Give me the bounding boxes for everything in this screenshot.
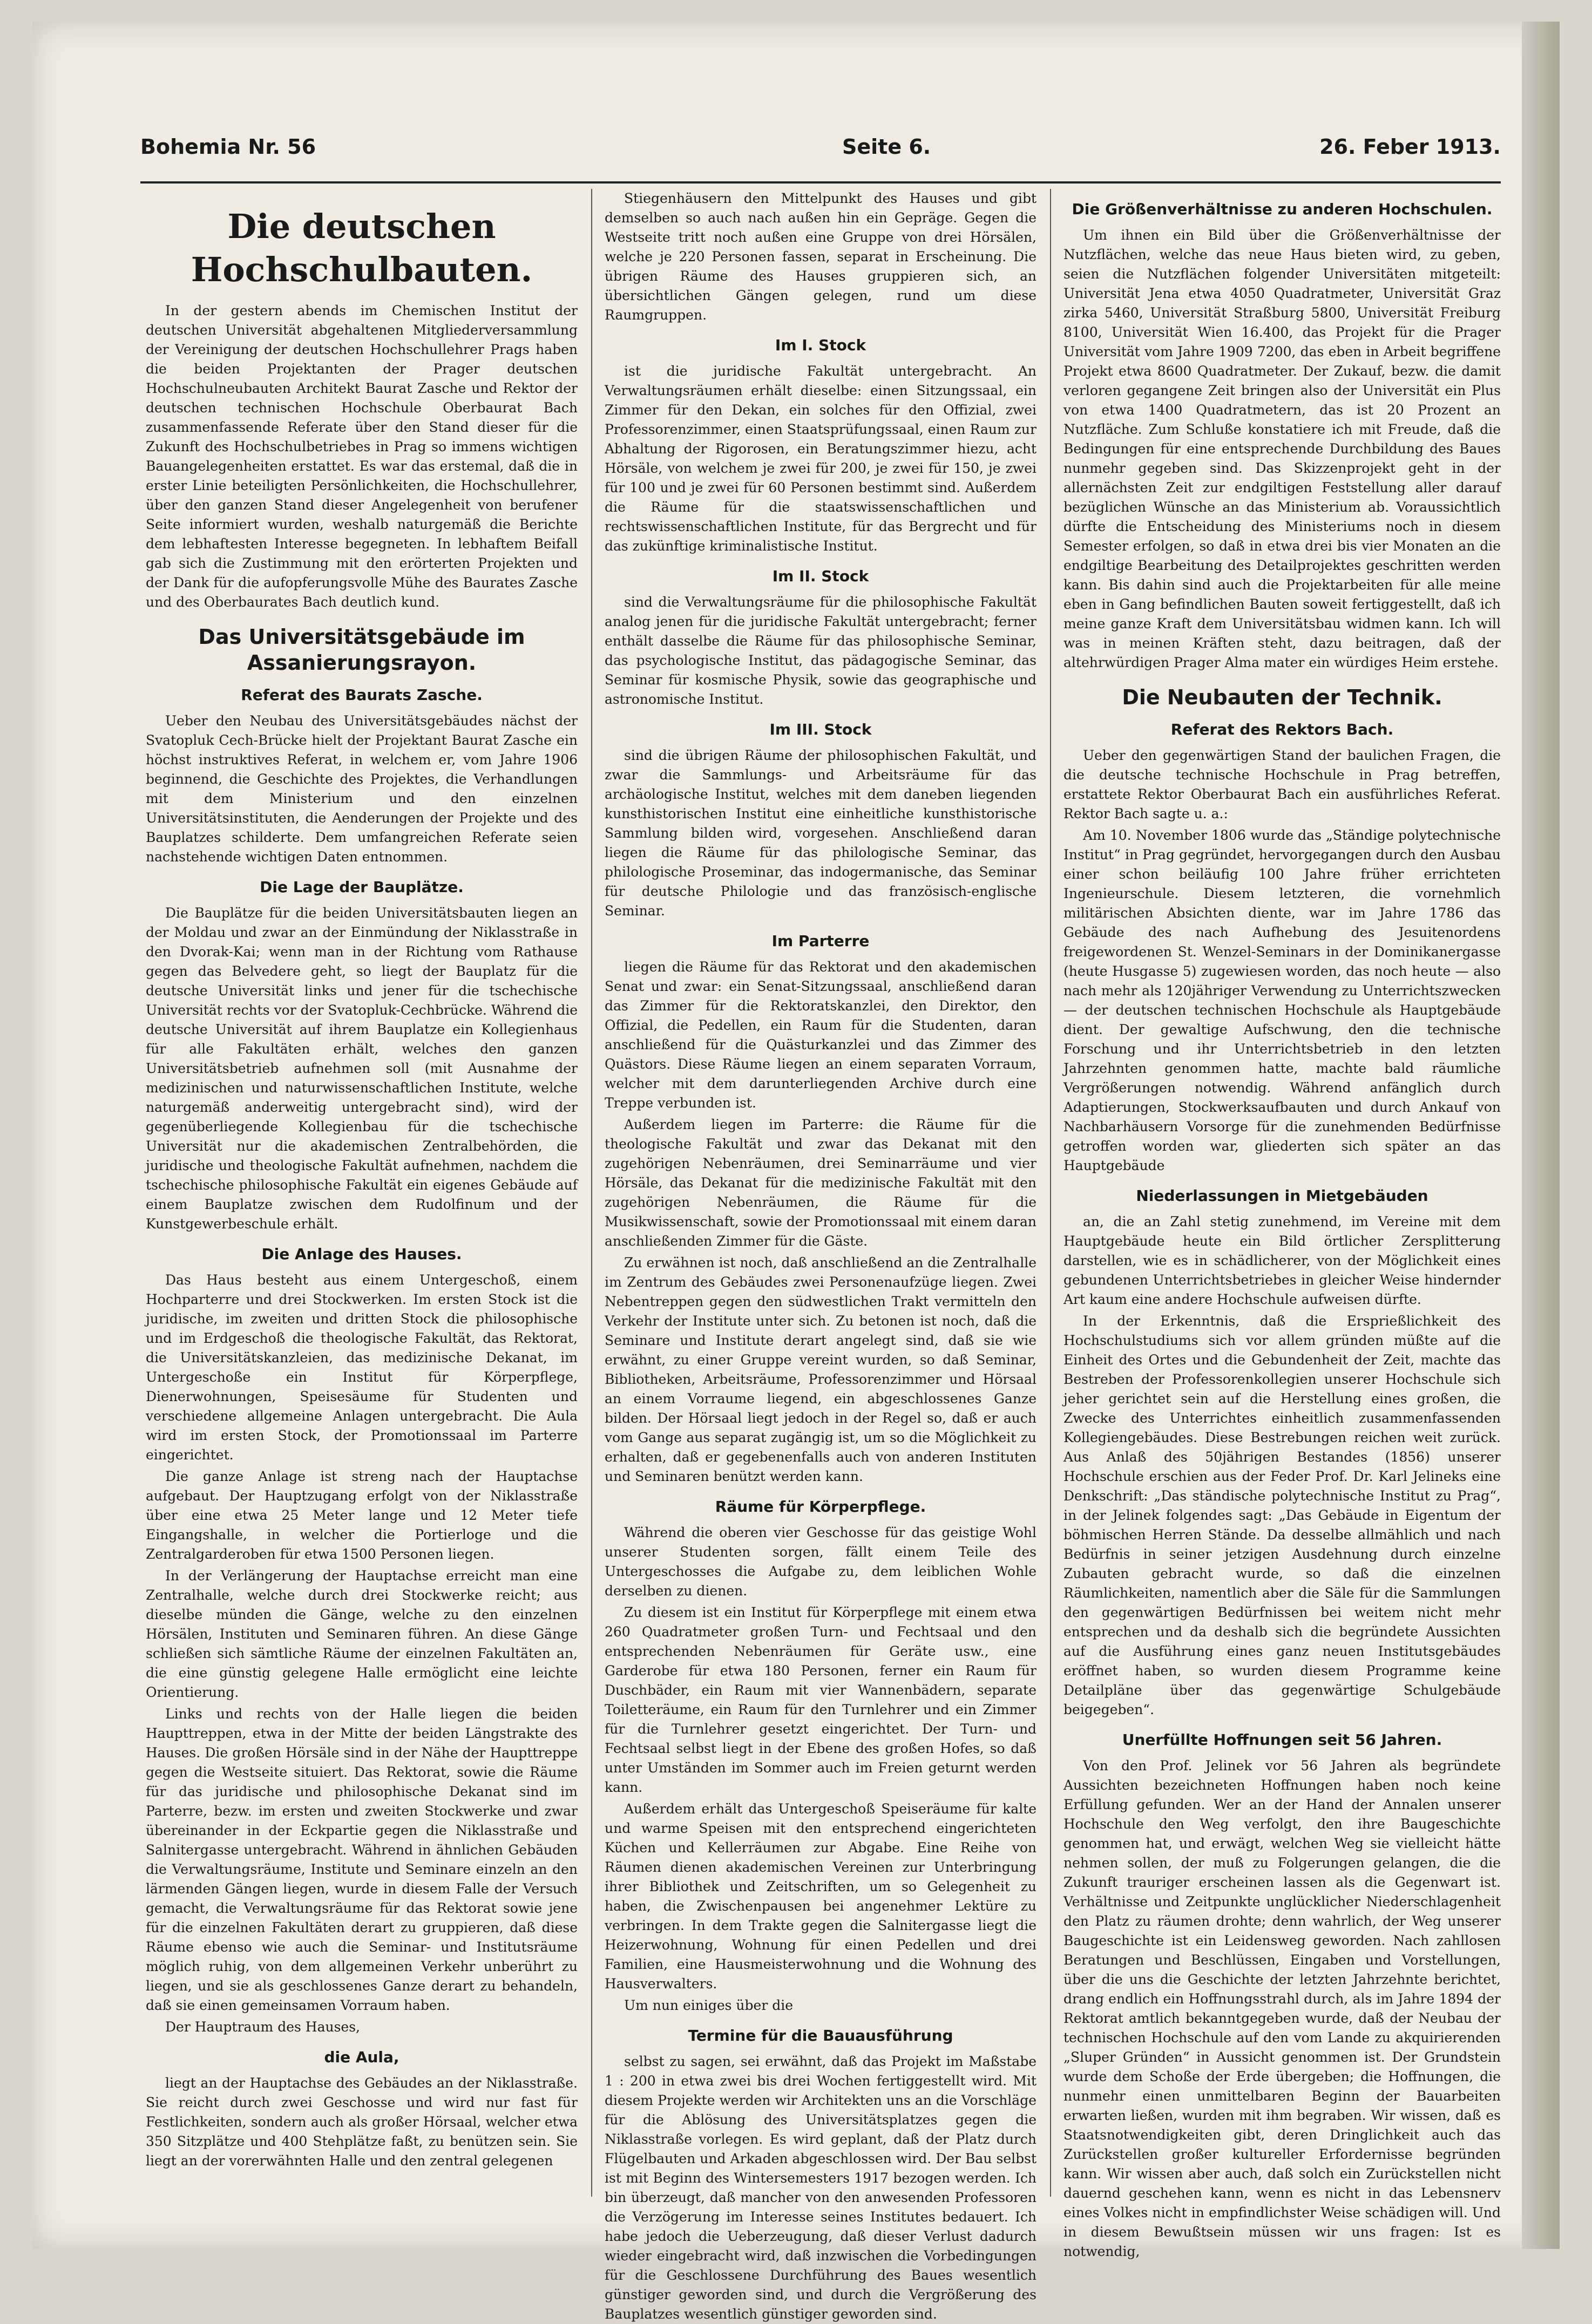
paragraph: Ueber den gegenwärtigen Stand der baulichen Fragen, die die deutsche technische Hochschule in Prag betreffen, erstattete Rektor Oberbaurat Bach ein ausführliches Referat. Rektor Bach sagte u. a.: xyxy=(1063,748,1501,821)
paragraph: Um nun einiges über die xyxy=(624,1997,794,2013)
paragraph: Am 10. November 1806 wurde das „Ständige polytechnische Institut“ in Prag gegründet, hervorgegangen durch den Ausbau einer schon beiläufig 100 Jahre früher errichteten Ingenieurschule. Diesem letzteren, die vornehmlich militärischen Absichten diente, war im Jahre 1786 das Gebäude des nach Aufhebung des Jesuitenordens freigewordenen St. Wenzel-Seminars in der Dominikanergasse (heute Husgasse 5) zugewiesen worden, das noch heute — also nach mehr als 120jähriger Verwendung zu Unterrichtszwecken — der deutschen technischen Hochschule als Hauptgebäude dient. Der gewaltige Aufschwung, den die technische Forschung und ihr Unterrichtsbetrieb in den letzten Jahrzehnten genommen hatte, machte bald räumliche Vergrößerungen notwendig. Während anfänglich durch Adaptierungen, Stockwerksaufbauten und durch Ankauf von Nachbarhäusern Vorsorge für die zunehmenden Bedürfnisse getroffen worden war, gliederten sich später an das Hauptgebäude xyxy=(1063,827,1501,1173)
section-subheading: Im III. Stock xyxy=(769,721,872,738)
header-date: 26. Feber 1913. xyxy=(1319,135,1501,159)
section-subheading: Termine für die Bauausführung xyxy=(688,2027,953,2044)
paragraph: Während die oberen vier Geschosse für das geistige Wohl unserer Studenten sorgen, fällt einem Teile des Untergeschosses die Aufgabe zu, dem leiblichen Wohle derselben zu dienen. xyxy=(605,1525,1037,1599)
page-header xyxy=(140,124,1501,167)
paragraph: sind die übrigen Räume der philosophischen Fakultät, und zwar die Sammlungs- und Arbeitsräume für das archäologische Institut, welches mit dem daneben liegenden kunsthistorischen Institut eine einheitliche kunsthistorische Sammlung bilden wird, vorgesehen. Anschließend daran liegen die Räume für das philologische Seminar, das philologische Proseminar, das indogermanische, das Seminar für deutsche Philologie und das französisch-englische Seminar. xyxy=(605,748,1037,919)
paragraph: Der Hauptraum des Hauses, xyxy=(165,2019,360,2035)
paragraph: Ueber den Neubau des Universitätsgebäudes nächst der Svatopluk Cech-Brücke hielt der Projektant Baurat Zasche ein höchst instruktives Referat, in welchem er, vom Jahre 1906 beginnend, die Geschichte des Projektes, die Verhandlungen mit dem Ministerium und den einzelnen Universitätsinstituten, die Aenderungen der Projekte und des Bauplatzes schilderte. Dem umfangreichen Referate seien nachstehende wichtigen Daten entnommen. xyxy=(146,713,578,865)
section-subheading: Niederlassungen in Mietgebäuden xyxy=(1136,1187,1428,1205)
header-publication: Bohemia Nr. 56 xyxy=(140,135,316,159)
section-subheading: die Aula, xyxy=(324,2048,399,2066)
article-intro: In der gestern abends im Chemischen Institut der deutschen Universität abgehaltenen Mitgliederversammlung der Vereinigung der deutschen Hochschullehrer Prags haben die beiden Projektanten der Prager deutschen Hochschulneubauten Architekt Baurat Zasche und Rektor der deutschen technischen Hochschule Oberbaurat Bach zusammenfassende Referate über den Stand dieser für die Zukunft des Hochschulbetriebes in Prag so immens wichtigen Bauangelegenheiten erstattet. Es war das erstemal, daß die in erster Linie beteiligten Persönlichkeiten, die Hochschullehrer, über den ganzen Stand dieser Angelegenheit von berufener Seite informiert wurden, weshalb naturgemäß die Berichte dem lebhaftesten Interesse begegneten. In lebhaftem Beifall gab sich die Zustimmung mit den erörterten Projekten und der Dank für die aufopferungsvolle Mühe des Baurates Zasche und des Oberbaurates Bach deutlich kund. xyxy=(146,303,578,610)
page-edge-shadow xyxy=(1522,22,1560,2249)
paragraph: Die ganze Anlage ist streng nach der Hauptachse aufgebaut. Der Hauptzugang erfolgt von der Niklasstraße über eine etwa 25 Meter lange und 12 Meter tiefe Eingangshalle, in welcher die Portierloge und die Zentralgarderoben für etwa 1500 Personen liegen. xyxy=(146,1469,578,1562)
column-divider xyxy=(591,189,592,2197)
paragraph: sind die Verwaltungsräume für die philosophische Fakultät analog jenen für die juridische Fakultät untergebracht; ferner enthält dasselbe die Räume für das philosophische Seminar, das psychologische Institut, das pädagogische Seminar, das Seminar für kosmische Physik, sowie das geographische und astronomische Institut. xyxy=(605,594,1037,707)
paragraph: Zu erwähnen ist noch, daß anschließend an die Zentralhalle im Zentrum des Gebäudes zwei Personenaufzüge liegen. Zwei Nebentreppen gegen den südwestlichen Trakt vermitteln den Verkehr der Institute unter sich. Zu betonen ist noch, daß die Seminare und Institute derart angelegt sind, daß sie wie erwähnt, zu einer Gruppe vereint wurden, so daß Seminar, Bibliotheken, Arbeitsräume, Professorenzimmer und Hörsaal an einem Vorraume liegend, ein abgeschlossenes Ganze bilden. Der Hörsaal liegt jedoch in der Regel so, daß er auch vom Gange aus separat zugängig ist, um so die Möglichkeit zu erhalten, daß er gegebenenfalls auch von anderen Instituten und Seminaren benützt werden kann. xyxy=(605,1255,1037,1484)
section-subheading: Im Parterre xyxy=(771,932,870,950)
section-subheading: Unerfüllte Hoffnungen seit 56 Jahren. xyxy=(1122,1731,1442,1749)
section-subheading: Räume für Körperpflege. xyxy=(715,1498,926,1516)
paragraph: liegt an der Hauptachse des Gebäudes an der Niklasstraße. Sie reicht durch zwei Geschosse und wird nur fast für Festlichkeiten, sondern auch als großer Hörsaal, welcher etwa 350 Sitzplätze und 400 Stehplätze faßt, zu benützen sein. Sie liegt an der vorerwähnten Halle und den zentral gelegenen xyxy=(146,2075,578,2169)
paragraph: Zu diesem ist ein Institut für Körperpflege mit einem etwa 260 Quadratmeter großen Turn- und Fechtsaal und den entsprechenden Nebenräumen für Geräte usw., eine Garderobe für etwa 180 Personen, ferner ein Raum für Duschbäder, ein Raum mit vier Wannenbädern, separate Toiletteräume, ein Raum für den Turnlehrer und ein Zimmer für die Turnlehrer gesetzt eingerichtet. Der Turn- und Fechtsaal selbst liegt in der Ebene des großen Hofes, so daß unter Umständen im Sommer auch im Freien geturnt werden kann. xyxy=(605,1605,1037,1795)
article-title: Die deutschen Hochschulbauten. xyxy=(191,207,533,289)
section-subheading: Die Größenverhältnisse zu anderen Hochschulen. xyxy=(1072,200,1493,218)
newspaper-page xyxy=(32,22,1560,2322)
section-subheading: Im II. Stock xyxy=(772,567,869,585)
paragraph: Stiegenhäusern den Mittelpunkt des Hauses und gibt demselben so auch nach außen hin ein Gepräge. Gegen die Westseite tritt noch außen eine Gruppe von drei Hörsälen, welche je 220 Personen fassen, separat in Erscheinung. Die übrigen Räume des Hauses gruppieren sich, an übersichtlichen Gängen gelegen, rund um diese Raumgruppen. xyxy=(605,191,1037,323)
paragraph: ist die juridische Fakultät untergebracht. An Verwaltungsräumen erhält dieselbe: einen Sitzungssaal, ein Zimmer für den Dekan, ein solches für den Offizial, zwei Professorenzimmer, einen Staatsprüfungssaal, einen Raum zur Abhaltung der Rigorosen, ein Beratungszimmer hiezu, acht Hörsäle, von welchem je zwei für 200, je zwei für 150, je zwei für 100 und je zwei für 60 Personen bestimmt sind. Außerdem die Räume für die staatswissenschaftlichen und rechtswissenschaftlichen Institute, für das Bergrecht und für das zukünftige kriminalistische Institut. xyxy=(605,363,1037,554)
paragraph: In der Erkenntnis, daß die Ersprießlichkeit des Hochschulstudiums sich vor allem gründen müßte auf die Einheit des Ortes und die Gebundenheit der Zeit, machte das Bestreben der Professorenkollegien unserer Hochschule sich jeher gerichtet sein auf die Herstellung eines großen, die Zwecke des Unterrichtes einheitlich zusammenfassenden Kollegiengebäudes. Diese Bestrebungen reichen weit zurück. Aus Anlaß des 50jährigen Bestandes (1856) unserer Hochschule erschien aus der Feder Prof. Dr. Karl Jelineks eine Denkschrift: „Das ständische polytechnische Institut zu Prag“, in der Jelinek folgendes sagt: „Das Gebäude in Eigentum der böhmischen Herren Stände. Da desselbe allmählich und nach Bedürfnis in seiner jetzigen Ausdehnung durch einzelne Zubauten gebracht wurde, so daß die einzelnen Räumlichkeiten, namentlich aber die Säle für die Sammlungen den gegenwärtigen Bedürfnissen bei weitem nicht mehr entsprechen und da deshalb sich die begründete Aussichten auf die Ausführung eines ganz neuen Institutsgebäudes eröffnet haben, so wurden diesem Programme keine Detailpläne über das gegenwärtige Schulgebäude beigegeben“. xyxy=(1063,1313,1501,1717)
section-heading: Das Universitätsgebäude im Assanierungsrayon. xyxy=(198,625,525,675)
header-rule xyxy=(140,181,1501,184)
section-subheading: Die Anlage des Hauses. xyxy=(261,1245,462,1263)
column-2 xyxy=(605,189,1037,2322)
section-subheading: Die Lage der Bauplätze. xyxy=(260,878,464,896)
paragraph: Außerdem liegen im Parterre: die Räume für die theologische Fakultät und zwar das Dekanat mit den zugehörigen Nebenräumen, drei Seminarräume und vier Hörsäle, das Dekanat für die medizinische Fakultät mit den zugehörigen Nebenräumen, die Räume für die Musikwissenschaft, sowie der Promotionssaal mit einem daran anschließenden Zimmer für die Gäste. xyxy=(605,1117,1037,1249)
column-1 xyxy=(146,189,578,2197)
paragraph: an, die an Zahl stetig zunehmend, im Vereine mit dem Hauptgebäude heute ein Bild örtlicher Zersplitterung darstellen, wie es in schädlicherer, von der Möglichkeit eines gebundenen Unterrichtsbetriebes in gleicher Weise hindernder Art kaum eine andere Hochschule aufweisen dürfte. xyxy=(1063,1214,1501,1307)
paragraph: Um ihnen ein Bild über die Größenverhältnisse der Nutzflächen, welche das neue Haus bieten wird, zu geben, seien die Nutzflächen folgender Universitäten mitgeteilt: Universität Jena etwa 4050 Quadratmeter, Universität Graz zirka 5460, Universität Straßburg 5800, Universität Freiburg 8100, Universität Wien 16.400, das Projekt für die Prager Universität vom Jahre 1909 7200, das eben in Arbeit begriffene Projekt etwa 8600 Quadratmeter. Der Zukauf, bezw. die damit verloren gegangene Zeit bringen also der Universität ein Plus von etwa 1400 Quadratmetern, das ist 20 Prozent an Nutzfläche. Zum Schluße konstatiere ich mit Freude, daß die Bedingungen für eine entsprechende Durchbildung des Baues nunmehr gegeben sind. Das Skizzenprojekt geht in der allernächsten Zeit zur endgiltigen Feststellung aller darauf bezüglichen Wünsche an das Ministerium ab. Voraussichtlich dürfte die Entscheidung des Ministeriums noch in diesem Semester erfolgen, so daß in etwa drei bis vier Monaten an die endgiltige Bearbeitung des Detailprojektes geschritten werden kann. Bis dahin sind auch die Projektarbeiten für alle meine eben in Gang befindlichen Bauten soweit fertiggestellt, daß ich meine ganze Kraft dem Universitätsbau widmen kann. Ich will was in meinen Kräften steht, dazu beitragen, daß der altehrwürdigen Prager Alma mater ein würdiges Heim erstehe. xyxy=(1063,227,1501,670)
paragraph: Links und rechts von der Halle liegen die beiden Haupttreppen, etwa in der Mitte der beiden Längstrakte des Hauses. Die großen Hörsäle sind in der Nähe der Haupttreppe gegen die Westseite situiert. Das Rektorat, sowie die Räume für das juridische und philosophische Dekanat sind im Parterre, bezw. im ersten und zweiten Stockwerke und zwar übereinander in der Eckpartie gegen die Niklasstraße und Salnitergasse untergebracht. Während in ähnlichen Gebäuden die Verwaltungsräume, Institute und Seminare einzeln an den lärmenden Gängen liegen, wurde in diesem Falle der Versuch gemacht, die Verwaltungsräume für das Rektorat sowie jene für die einzelnen Fakultäten derart zu gruppieren, daß diese Räume ebenso wie auch die Seminar- und Institutsräume möglich ruhig, von dem allgemeinen Verkehr unberührt zu liegen, und sie als geschlossenes Ganze derart zu behandeln, daß sie einen gemeinsamen Vorraum haben. xyxy=(146,1706,578,2013)
header-page-number: Seite 6. xyxy=(842,135,931,159)
section-subheading: Im I. Stock xyxy=(775,336,866,354)
paragraph: liegen die Räume für das Rektorat und den akademischen Senat und zwar: ein Senat-Sitzungssaal, anschließend daran das Zimmer für die Rektoratskanzlei, den Direktor, den Offizial, die Pedellen, ein Raum für die Studenten, daran anschließend für die Quästurkanzlei und das Zimmer des Quästors. Diese Räume liegen an einem separaten Vorraum, welcher mit dem darunterliegenden Archive durch eine Treppe verbunden ist. xyxy=(605,959,1037,1111)
section-subheading: Referat des Baurats Zasche. xyxy=(241,686,483,704)
paragraph: Die Bauplätze für die beiden Universitätsbauten liegen an der Moldau und zwar an der Einmündung der Niklasstraße in den Dvorak-Kai; wenn man in der Richtung vom Rathause gegen das Belvedere geht, so liegt der Bauplatz für die deutsche Universität links und jener für die tschechische Universität rechts vor der Svatopluk-Cechbrücke. Während die deutsche Universität auf ihrem Bauplatze ein Kollegienhaus für alle Fakultäten erhält, welches den ganzen Universitätsbetrieb aufnehmen soll (mit Ausnahme der medizinischen und naturwissenschaftlichen Institute, welche naturgemäß anderweitig untergebracht sind), wird der gegenüberliegende Kollegienbau für die tschechische Universität nur die akademischen Zentralbehörden, die juridische und theologische Fakultät aufnehmen, nachdem die tschechische philosophische Fakultät ein eigenes Gebäude auf einem Bauplatze zwischen dem Rudolfinum und der Kunstgewerbeschule erhält. xyxy=(146,905,578,1232)
column-3 xyxy=(1063,189,1501,2259)
paragraph: In der Verlängerung der Hauptachse erreicht man eine Zentralhalle, welche durch drei Stockwerke reicht; aus dieselbe münden die Gänge, welche zu den einzelnen Hörsälen, Instituten und Seminaren führen. An diese Gänge schließen sich sämtliche Räume der einzelnen Fakultäten an, die eine günstig gelegene Halle ermöglicht eine leichte Orientierung. xyxy=(146,1568,578,1700)
column-divider xyxy=(1050,189,1051,2197)
paragraph: Außerdem erhält das Untergeschoß Speiseräume für kalte und warme Speisen mit den entsprechend eingerichteten Küchen und Kellerräumen zur Abgabe. Eine Reihe von Räumen dienen akademischen Vereinen zur Unterbringung ihrer Bibliothek und Zeitschriften, um so Gelegenheit zu haben, die Zwischenpausen bei angenehmer Lektüre zu verbringen. In dem Trakte gegen die Salnitergasse liegt die Heizerwohnung, Wohnung für einen Pedellen und drei Familien, eine Hausmeisterwohnung und die Wohnung des Hausverwalters. xyxy=(605,1801,1037,1992)
section-subheading: Referat des Rektors Bach. xyxy=(1170,721,1394,738)
paragraph: Von den Prof. Jelinek vor 56 Jahren als begründete Aussichten bezeichneten Hoffnungen haben noch keine Erfüllung gefunden. Wer an der Hand der Annalen unserer Hochschule den Weg verfolgt, den ihre Baugeschichte genommen hat, und erwägt, welchen Weg sie vielleicht hätte nehmen sollen, der muß zu Folgerungen gelangen, die die Zukunft trauriger erscheinen lassen als die Gegenwart ist. Verhältnisse und Zeitpunkte unglücklicher Niederschlagenheit den Platz zu räumen drohte; denn wahrlich, der Weg unserer Baugeschichte ist ein Leidensweg geworden. Nach zahllosen Beratungen und Beschlüssen, Eingaben und Vorstellungen, über die uns die Geschichte der letzten Jahrzehnte berichtet, drang endlich ein Hoffnungsstrahl durch, als im Jahre 1894 der Rektorat amtlich bekanntgegeben wurde, daß der Neubau der technischen Hochschule auf den vom Lande zu akquirierenden „Sluper Gründen“ in Aussicht genommen ist. Der Grundstein wurde dem Schoße der Erde übergeben; die Hoffnungen, die nunmehr einen unmittelbaren Beginn der Bauarbeiten erwarten ließen, wurden mit ihm begraben. Wir wissen, daß es Staatsnotwendigkeiten gibt, deren Dringlichkeit auch das Zurückstellen großer kultureller Erfordernisse begründen kann. Wir wissen aber auch, daß solch ein Zurückstellen nicht dauernd geschehen kann, wenn es nicht in das Lebensnerv eines Volkes nicht in empfindlichster Weise schädigen will. Und in diesem Bewußtsein müssen wir uns fragen: Ist es notwendig, xyxy=(1063,1758,1501,2259)
paragraph: selbst zu sagen, sei erwähnt, daß das Projekt im Maßstabe 1 : 200 in etwa zwei bis drei Wochen fertiggestellt wird. Mit diesem Projekte werden wir Architekten uns an die Vorschläge für die Ablösung des Universitätsplatzes gegen die Niklasstraße vorlegen. Es wird geplant, daß der Platz durch Flügelbauten und Arkaden abgeschlossen wird. Der Bau selbst ist mit Beginn des Wintersemesters 1917 bezogen werden. Ich bin überzeugt, daß mancher von den anwesenden Professoren die Verzögerung im Interesse seines Institutes bedauert. Ich habe jedoch die Ueberzeugung, daß dieser Verlust dadurch wieder eingebracht wird, daß inzwischen die Vorbedingungen für die Geschlossene Durchführung des Baues wesentlich günstiger geworden sind, und durch die Vergrößerung des Bauplatzes wesentlich günstiger geworden sind. xyxy=(605,2054,1037,2322)
paragraph: Das Haus besteht aus einem Untergeschoß, einem Hochparterre und drei Stockwerken. Im ersten Stock ist die juridische, im zweiten und dritten Stock die philosophische und im Erdgeschoß die theologische Fakultät, das Rektorat, die Universitätskanzleien, das medizinische Dekanat, im Untergeschoße ein Institut für Körperpflege, Dienerwohnungen, Speisesäume für Studenten und verschiedene allgemeine Anlagen untergebracht. Die Aula wird im ersten Stock, der Promotionssaal im Parterre eingerichtet. xyxy=(146,1272,578,1463)
section-heading: Die Neubauten der Technik. xyxy=(1122,685,1442,709)
